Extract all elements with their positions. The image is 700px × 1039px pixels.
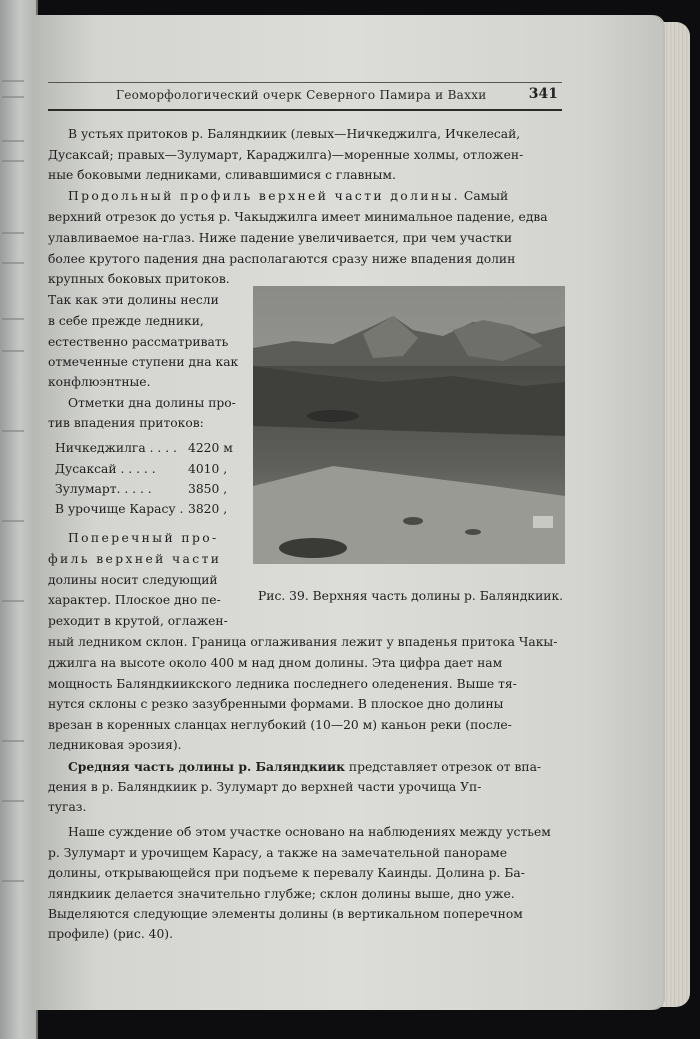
section-heading-rest: представляет отрезок от впа- [348,760,542,774]
paragraph-line: мощность Баляндкиикского ледника последнего оледенения. Выше тя- [48,677,517,691]
page-number: 341 [528,86,558,102]
valley-photograph-image [253,286,565,564]
section-heading-line [68,759,541,774]
running-title: Геоморфологический очерк Северного Памира и Ваххи [116,88,487,102]
elevation-name: Ничкеджилга . . . . [55,441,177,455]
paragraph-line: долины носит следующий [48,573,218,587]
paragraph-line: Так как эти долины несли [48,293,219,307]
elevation-value: 3820 , [188,502,228,516]
section-heading-bold: Средняя часть долины р. Баляндкиик [68,759,345,774]
figure-caption: Рис. 39. Верхняя часть долины р. Баляндкиик. [258,589,564,603]
section-heading-spaced: филь верхней части [48,552,222,566]
paragraph-line: ледниковая эрозия). [48,738,182,752]
paragraph-line: нутся склоны с резко зазубренными формами. В плоское дно долины [48,697,504,711]
paragraph-line: характер. Плоское дно пе- [48,593,221,607]
paragraph-line: р. Зулумарт и урочищем Карасу, а также на замечательной панораме [48,846,508,860]
paragraph-line: ные боковыми ледниками, сливавшимися с главным. [48,168,396,182]
paragraph-line: Наше суждение об этом участке основано на наблюдениях между устьем [68,825,551,839]
elevation-name: В урочище Карасу . [55,502,184,516]
paragraph-line: ный ледником склон. Граница оглаживания лежит у впаденья притока Чакы- [48,635,558,649]
elevation-value: 4220 м [188,441,233,455]
paragraph-line: крупных боковых притоков. [48,272,230,286]
section-heading-rest: Самый [463,189,509,203]
paragraph-line: дения в р. Баляндкиик р. Зулумарт до верхней части урочища Уп- [48,780,482,794]
section-heading-spaced: Поперечный про- [68,531,219,545]
paragraph-line: долины, открывающейся при подъеме к перевалу Каинды. Долина р. Ба- [48,866,525,880]
paragraph-line: в себе прежде ледники, [48,314,204,328]
paragraph-line: В устьях притоков р. Баляндкиик (левых—Ничкеджилга, Ичкелесай, [68,127,521,141]
elevations-intro: тив впадения притоков: [48,416,204,430]
elevation-value: 4010 , [188,462,228,476]
paragraph-line: ляндкиик делается значительно глубже; склон долины выше, дно уже. [48,887,515,901]
page-stack-edge [660,22,690,1007]
elevation-value: 3850 , [188,482,228,496]
paragraph-line: профиле) (рис. 40). [48,927,174,941]
running-header [48,82,562,111]
paragraph-line: конфлюэнтные. [48,375,151,389]
elevation-name: Зулумарт. . . . . [55,482,152,496]
elevations-intro: Отметки дна долины про- [68,396,236,410]
section-heading-spaced: Продольный профиль верхней части долины. [68,189,460,203]
paragraph-line: естественно рассматривать [48,335,229,349]
paragraph-line: реходит в крутой, оглажен- [48,614,228,628]
paragraph-line: тугаз. [48,800,87,814]
paragraph-line: улавливаемое на-глаз. Ниже падение увеличивается, при чем участки [48,231,513,245]
paragraph-line: отмеченные ступени дна как [48,355,239,369]
elevation-name: Дусаксай . . . . . [55,462,156,476]
paragraph-line: верхний отрезок до устья р. Чакыджилга имеет минимальное падение, едва [48,210,548,224]
paragraph-line: Выделяются следующие элементы долины (в вертикальном поперечном [48,907,523,921]
paragraph-line: джилга на высоте около 400 м над дном долины. Эта цифра дает нам [48,656,503,670]
valley-photograph [253,286,565,564]
paragraph-line: врезан в коренных сланцах неглубокий (10—20 м) каньон реки (после- [48,718,512,732]
paragraph-line: более крутого падения дна располагаются сразу ниже впадения долин [48,252,516,266]
paragraph-line: Дусаксай; правых—Зулумарт, Караджилга)—моренные холмы, отложен- [48,148,524,162]
section-heading-line [68,189,508,203]
